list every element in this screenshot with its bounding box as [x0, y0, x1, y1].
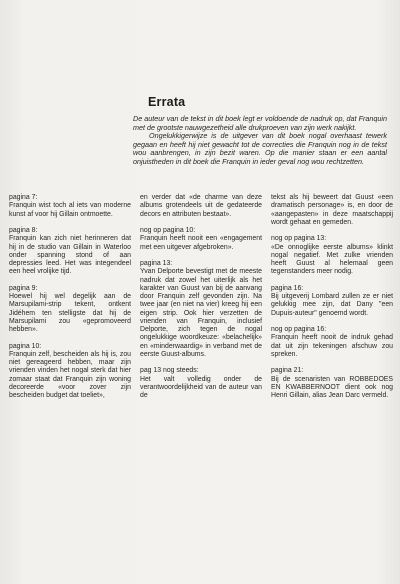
page-reference: pagina 9:: [9, 284, 38, 292]
erratum-entry: [140, 194, 262, 219]
page-reference: pagina 13:: [140, 260, 173, 267]
erratum-entry: [271, 367, 393, 400]
correction-text: Bij de scenaristen van ROBBEDOES EN KWABBERNOOT dient ook nog Henri Gillain, alias Jean Darc vermeld.: [271, 375, 393, 399]
erratum-entry: [9, 227, 131, 277]
erratum-entry: [271, 235, 393, 276]
correction-text: tekst als hij beweert dat Guust «een dramatisch personage» is, en door de «aangepasten» in deze maatschappij wordt gehaat en gemeden.: [271, 194, 393, 226]
erratum-entry: [140, 227, 262, 252]
correction-text: Franquin kan zich niet herinneren dat hij in de studio van Gillain in Waterloo onder spanning stond of aan depressies leed. Het was integendeel een heel vrolijke tijd.: [9, 235, 131, 276]
correction-text: Franquin heeft nooit een «engagement met een uitgever afgebroken».: [140, 235, 262, 251]
page-reference: pagina 21:: [271, 367, 304, 375]
errata-column-1: [9, 194, 131, 409]
page-reference: nog op pagina 13:: [271, 235, 327, 243]
erratum-entry: [271, 285, 393, 318]
intro-text: [133, 115, 387, 167]
errata-column-2: [140, 194, 262, 409]
page-reference: nog op pagina 10:: [140, 227, 196, 234]
erratum-entry: [140, 260, 262, 359]
page-reference: pagina 8:: [9, 227, 38, 234]
erratum-entry: [9, 194, 131, 219]
erratum-entry: [271, 326, 393, 359]
correction-text: Yvan Delporte bevestigt met de meeste nadruk dat zowel het uiterlijk als het karakter van Guust van bij de aanvang door Franquin zelf gevonden zijn. Na twee jaar (en niet na vier) kreeg hij een eigen strip. Ook hier verzetten de vrienden van Franquin, inclusief Delporte, zich tegen de nogal ongelukkige woordkeuze: «belachelijk» en «minderwaardig» in verband met de eerste Guust-albums.: [140, 268, 262, 358]
correction-text: Franquin heeft nooit de indruk gehad dat uit zijn tekeningen afschuw zou spreken.: [271, 334, 393, 358]
correction-text: Bij uitgeverij Lombard zullen ze er niet gelukkig mee zijn, dat Dany "een Dupuis-auteur" genoemd wordt.: [271, 293, 393, 317]
page-reference: pagina 7:: [9, 194, 38, 201]
page-reference: pagina 10:: [9, 342, 42, 350]
correction-text: Hoewel hij wel degelijk aan de Marsupilami-strip tekent, ontkent Jidéhem ten stelligste dat hij de Marsupilami zou «gepromoveerd hebben».: [9, 293, 131, 333]
page-reference: pagina 16:: [271, 284, 304, 292]
intro-paragraph-1: De auteur van de tekst in dit boek legt er voldoende de nadruk op, dat Franquin met de grootste nauwgezetheid alle drukproeven van zijn werk nakijkt.: [133, 114, 387, 132]
intro-paragraph-2: Ongelukkigerwijze is de uitgever van dit boek nogal overhaast tewerk gegaan en heeft hij niet gewacht tot de correcties die Franquin nog in de tekst wou aanbrengen, in zijn bezit waren. Op die manier staan er een aantal onjuistheden in dit boek die Franquin in ieder geval nog wou rechtzetten.: [133, 131, 387, 166]
correction-text: Franquin zelf, bescheiden als hij is, zou niet gereageerd hebben, maar zijn vrienden vinden het nogal sterk dat hier zomaar staat dat Franquin zijn woning decoreerde «voor zover zijn bescheiden budget dat toeliet»,: [9, 350, 131, 399]
erratum-entry: [271, 194, 393, 227]
erratum-entry: [9, 285, 131, 335]
correction-text: Het valt volledig onder de verantwoordelijkheid van de auteur van de: [140, 375, 262, 399]
erratum-entry: [140, 367, 262, 400]
correction-text: Franquin wist toch al iets van moderne kunst af voor hij Gillain ontmoette.: [9, 202, 131, 218]
page-title: Errata: [148, 95, 186, 109]
page-reference: nog op pagina 16:: [271, 326, 327, 333]
page-reference: pag 13 nog steeds:: [140, 367, 199, 375]
correction-text: «De onnoglijke eerste albums» klinkt nogal negatief. Met zulke vrienden heeft Guust al helemaal geen tegenstanders meer nodig.: [271, 243, 393, 276]
errata-column-3: [271, 194, 393, 409]
correction-text: en verder dat «de charme van deze albums grotendeels uit de gedateerde decors en attributen bestaat».: [140, 194, 262, 218]
erratum-entry: [9, 343, 131, 401]
